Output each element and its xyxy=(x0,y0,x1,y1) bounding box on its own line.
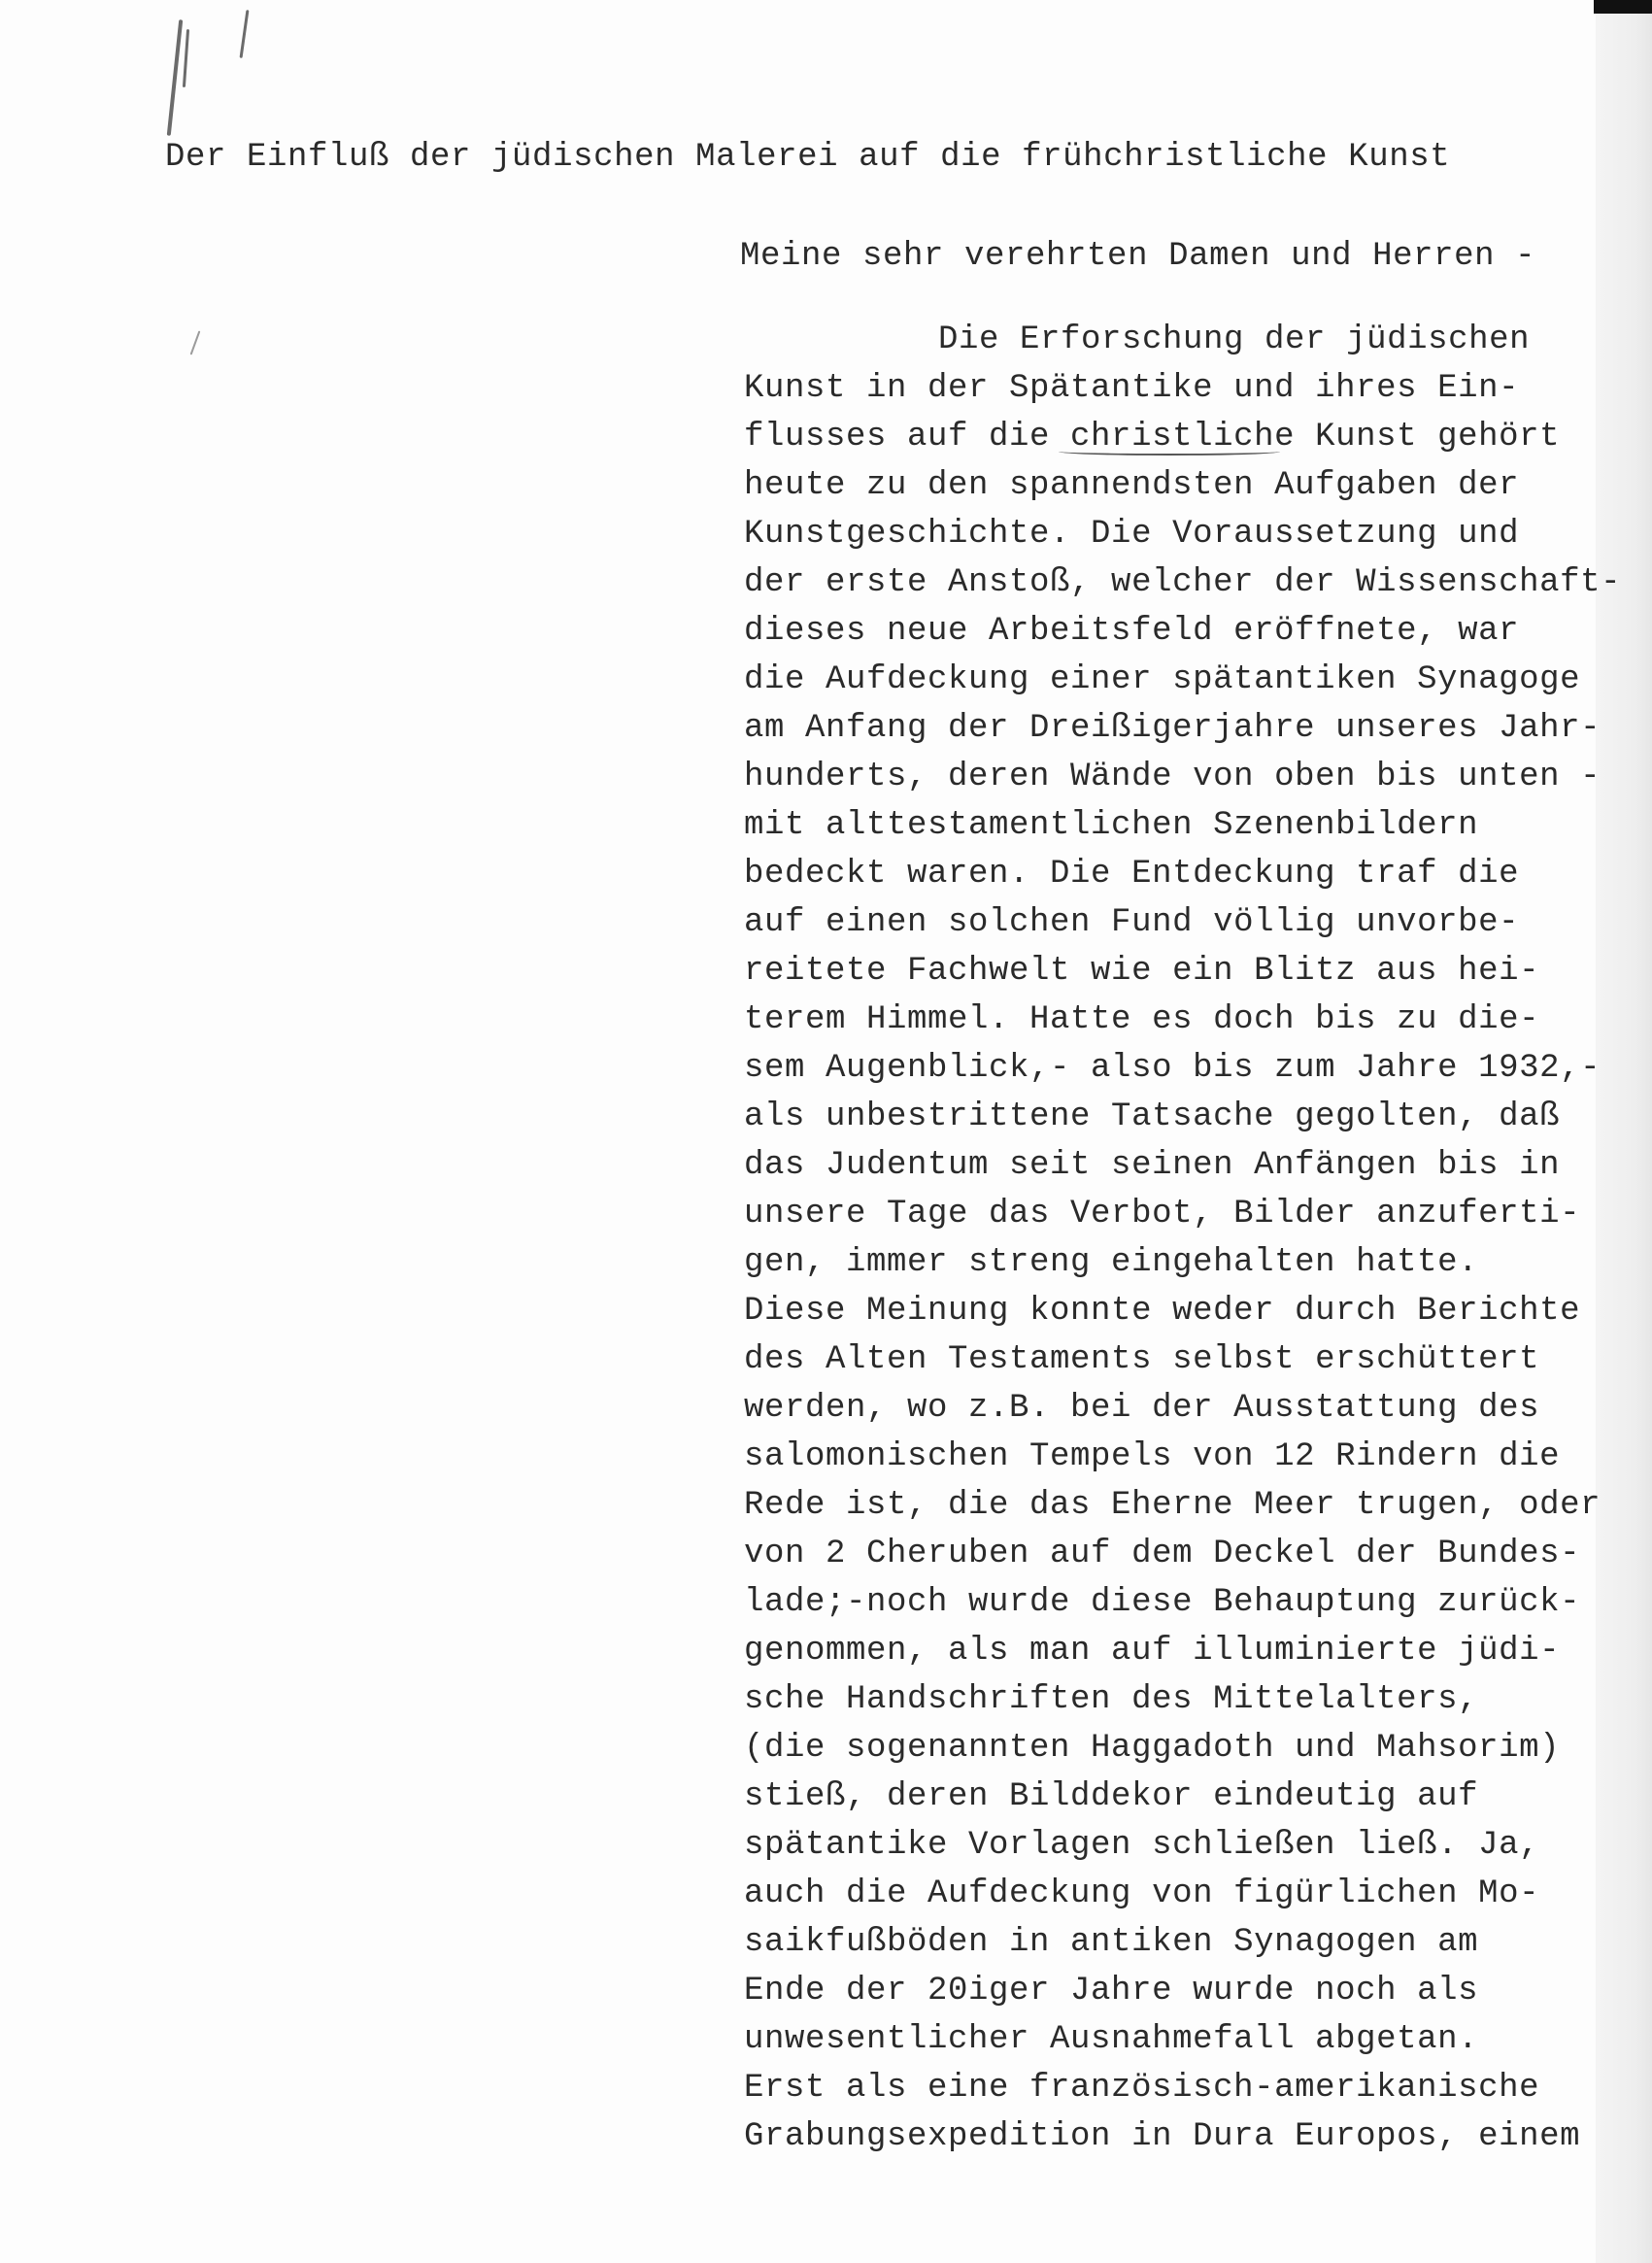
text-line: dieses neue Arbeitsfeld eröffnete, war xyxy=(744,613,1520,650)
text-line: mit alttestamentlichen Szenenbildern xyxy=(744,807,1479,844)
text-line: auf einen solchen Fund völlig unvorbe- xyxy=(744,904,1520,941)
text-line: salomonischen Tempels von 12 Rindern die xyxy=(744,1438,1561,1475)
text-line: Kunst in der Spätantike und ihres Ein- xyxy=(744,370,1520,407)
text-line: unsere Tage das Verbot, Bilder anzuferti- xyxy=(744,1196,1581,1233)
text-line: bedeckt waren. Die Entdeckung traf die xyxy=(744,856,1520,893)
text-line: flusses auf die christliche Kunst gehört xyxy=(744,419,1561,456)
body-text xyxy=(744,316,1621,2161)
text-line: heute zu den spannendsten Aufgaben der xyxy=(744,467,1520,504)
text-line: terem Himmel. Hatte es doch bis zu die- xyxy=(744,1001,1540,1038)
scan-smudge xyxy=(183,29,189,87)
text-line: unwesentlicher Ausnahmefall abgetan. xyxy=(744,2021,1479,2058)
text-line: sem Augenblick,- also bis zum Jahre 1932,- xyxy=(744,1050,1601,1087)
text-line: Diese Meinung konnte weder durch Berichte xyxy=(744,1293,1581,1330)
text-line: lade;-noch wurde diese Behauptung zurück- xyxy=(744,1584,1581,1621)
text-line: die Aufdeckung einer spätantiken Synagoge xyxy=(744,661,1581,698)
text-line: gen, immer streng eingehalten hatte. xyxy=(744,1244,1479,1281)
text-line: sche Handschriften des Mittelalters, xyxy=(744,1681,1479,1718)
scan-smudge xyxy=(190,330,201,355)
text-line: stieß, deren Bilddekor eindeutig auf xyxy=(744,1778,1479,1815)
text-line: Ende der 20iger Jahre wurde noch als xyxy=(744,1973,1479,2010)
text-line: des Alten Testaments selbst erschüttert xyxy=(744,1341,1540,1378)
scan-smudge xyxy=(240,10,250,58)
text-line: Kunstgeschichte. Die Voraussetzung und xyxy=(744,516,1520,553)
text-line: Grabungsexpedition in Dura Europos, einem xyxy=(744,2118,1581,2155)
text-line: spätantike Vorlagen schließen ließ. Ja, xyxy=(744,1827,1540,1864)
document-title: Der Einfluß der jüdischen Malerei auf die frühchristliche Kunst xyxy=(165,139,1451,176)
scan-smudge xyxy=(167,19,184,136)
text-line: genommen, als man auf illuminierte jüdi- xyxy=(744,1633,1561,1670)
text-line: auch die Aufdeckung von figürlichen Mo- xyxy=(744,1875,1540,1912)
text-line: der erste Anstoß, welcher der Wissenschaft- xyxy=(744,564,1622,601)
text-line: reitete Fachwelt wie ein Blitz aus hei- xyxy=(744,953,1540,990)
salutation: Meine sehr verehrten Damen und Herren - xyxy=(740,238,1536,275)
text-line: von 2 Cheruben auf dem Deckel der Bundes- xyxy=(744,1536,1581,1572)
text-line: (die sogenannten Haggadoth und Mahsorim) xyxy=(744,1730,1561,1767)
text-line: Erst als eine französisch-amerikanische xyxy=(744,2070,1540,2107)
scan-corner-shadow xyxy=(1594,0,1652,14)
text-line: das Judentum seit seinen Anfängen bis in xyxy=(744,1147,1561,1184)
text-line: als unbestrittene Tatsache gegolten, daß xyxy=(744,1098,1561,1135)
text-line: Die Erforschung der jüdischen xyxy=(938,321,1531,358)
text-line: am Anfang der Dreißigerjahre unseres Jahr- xyxy=(744,710,1601,747)
text-line: Rede ist, die das Eherne Meer trugen, oder xyxy=(744,1487,1601,1524)
text-line: hunderts, deren Wände von oben bis unten - xyxy=(744,759,1601,795)
text-line: saikfußböden in antiken Synagogen am xyxy=(744,1924,1479,1961)
text-line: werden, wo z.B. bei der Ausstattung des xyxy=(744,1390,1540,1427)
